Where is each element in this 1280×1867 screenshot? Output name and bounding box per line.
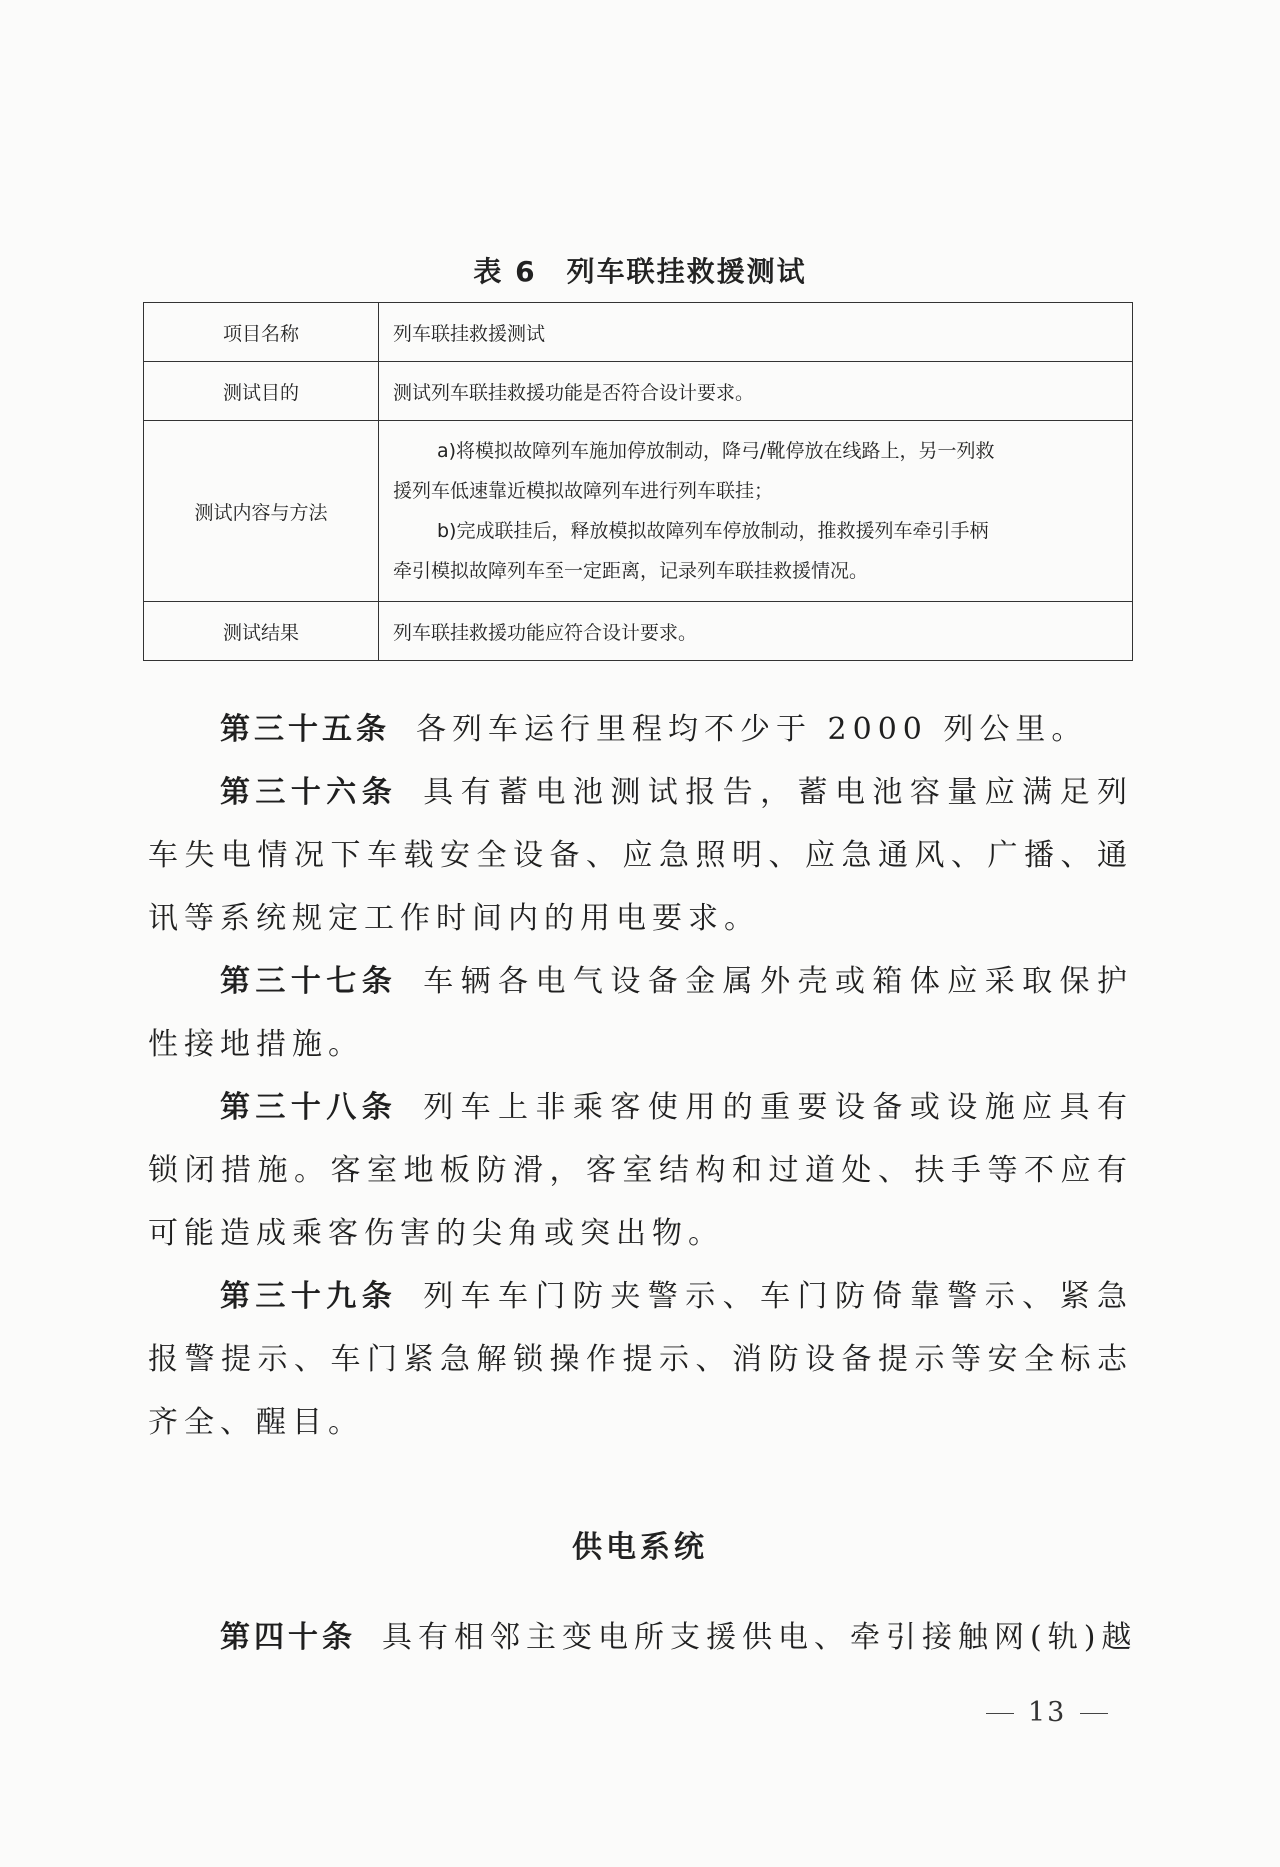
method-line: 援列车低速靠近模拟故障列车进行列车联挂； [393,480,774,502]
article-text: 车辆各电气设备金属外壳或箱体应采取保护性接地措施。 [148,964,1134,1062]
article-37 [148,950,1133,1076]
article-38 [148,1076,1133,1265]
body-text [148,698,1133,1454]
article-text: 列车车门防夹警示、车门防倚靠警示、紧急报警提示、车门紧急解锁操作提示、消防设备提示等安全标志齐全、醒目。 [148,1279,1134,1440]
table-cell-value: 列车联挂救援测试 [379,303,1133,362]
method-line: b)完成联挂后，释放模拟故障列车停放制动，推救援列车牵引手柄 [437,520,989,542]
table-cell-label: 项目名称 [144,303,379,362]
method-line: a)将模拟故障列车施加停放制动，降弓/靴停放在线路上，另一列救 [437,440,995,462]
page-number-dash-right [1080,1713,1108,1714]
article-text: 列车上非乘客使用的重要设备或设施应具有锁闭措施。客室地板防滑，客室结构和过道处、扶手等不应有可能造成乘客伤害的尖角或突出物。 [148,1090,1134,1251]
article-40 [148,1612,1148,1656]
article-36 [148,761,1133,950]
table-cell-label: 测试结果 [144,602,379,661]
page-number-value: 13 [1028,1697,1067,1728]
table-caption-title: 列车联挂救援测试 [566,255,807,288]
article-text: 具有蓄电池测试报告，蓄电池容量应满足列车失电情况下车载安全设备、应急照明、应急通风、广播、通讯等系统规定工作时间内的用电要求。 [148,775,1134,936]
article-number: 第四十条 [220,1620,356,1655]
section-heading: 供电系统 [572,1530,708,1565]
article-text: 具有相邻主变电所支援供电、牵引接触网(轨)越 [382,1620,1138,1655]
article-35 [148,698,1133,761]
article-number: 第三十九条 [220,1279,398,1314]
table-cell-value: 列车联挂救援功能应符合设计要求。 [379,602,1133,661]
table-cell-label: 测试目的 [144,362,379,421]
table-caption-number: 表 6 [473,255,537,288]
table-cell-label: 测试内容与方法 [144,421,379,602]
article-number: 第三十五条 [220,712,390,747]
table-cell-value: 测试列车联挂救援功能是否符合设计要求。 [379,362,1133,421]
test-table [143,302,1133,661]
table-row [144,602,1133,661]
method-line: 牵引模拟故障列车至一定距离，记录列车联挂救援情况。 [393,560,869,582]
article-text: 各列车运行里程均不少于 2000 列公里。 [416,712,1088,747]
article-number: 第三十七条 [220,964,398,999]
table-cell-value [379,421,1133,602]
table-row [144,303,1133,362]
article-39 [148,1265,1133,1454]
article-number: 第三十八条 [220,1090,398,1125]
page-number [972,1697,1122,1728]
article-number: 第三十六条 [220,775,398,810]
page-number-dash-left [986,1713,1014,1714]
table-caption [0,250,1280,290]
table-row [144,362,1133,421]
table-row [144,421,1133,602]
